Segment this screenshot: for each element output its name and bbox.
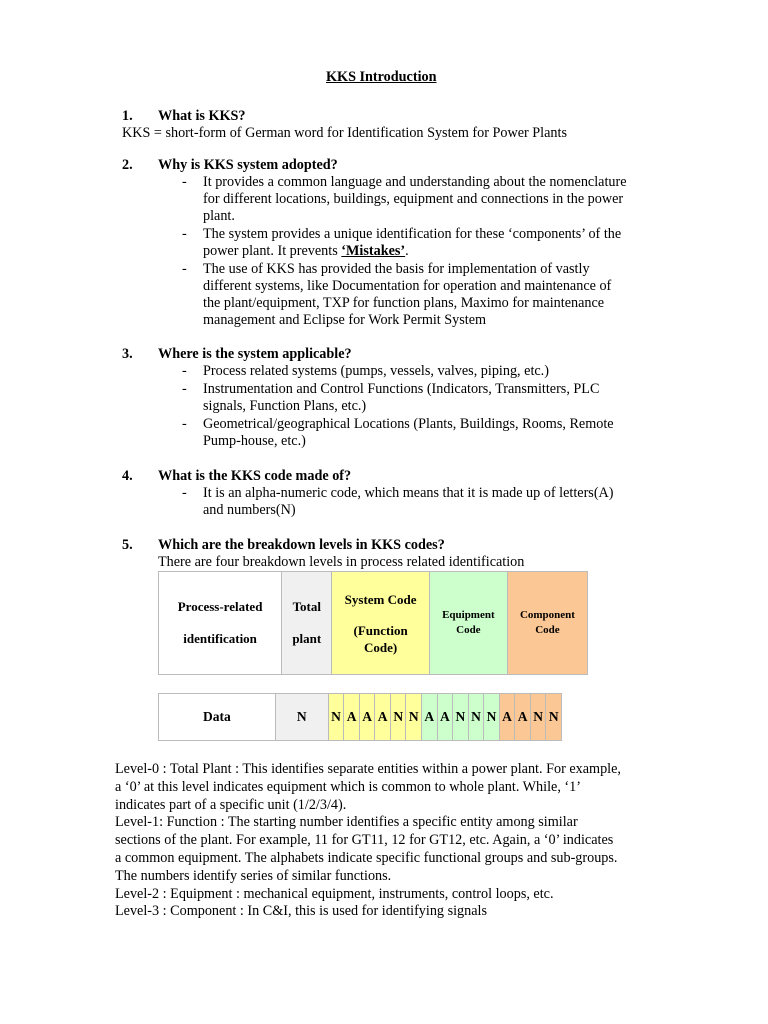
paragraph: KKS = short-form of German word for Identification System for Power Plants — [122, 125, 567, 141]
level-line: Level-1: Function : The starting number identifies a specific entity among similar — [115, 814, 578, 831]
code-char-equipment: A — [422, 694, 438, 741]
level-line: indicates part of a specific unit (1/2/3/4). — [115, 796, 347, 813]
section-number: 3. — [122, 346, 133, 362]
code-char-equipment: N — [468, 694, 484, 741]
cell-text: Process-related — [177, 599, 263, 614]
cell-text: Code — [456, 624, 481, 636]
bullet-line: Process related systems (pumps, vessels, valves, piping, etc.) — [203, 363, 549, 379]
cell-text: Code — [535, 624, 560, 636]
bullet-dash: - — [182, 416, 187, 432]
section-number: 1. — [122, 108, 133, 124]
bullet-line: Pump-house, etc.) — [203, 433, 306, 449]
cell-text: Equipment — [442, 609, 495, 621]
level-line: Level-2 : Equipment : mechanical equipment, instruments, control loops, etc. — [115, 885, 554, 902]
code-char-system: N — [406, 694, 422, 741]
cell-system-code — [332, 572, 429, 675]
bullet-line: It provides a common language and understanding about the nomenclature — [203, 174, 627, 190]
code-char-equipment: N — [484, 694, 500, 741]
bullet-line: and numbers(N) — [203, 502, 296, 518]
bullet-line: The system provides a unique identification for these ‘components’ of the — [203, 226, 622, 242]
code-char-component: N — [546, 694, 562, 741]
code-char-component: A — [499, 694, 515, 741]
cell-equipment-code — [429, 572, 507, 675]
cell-text: System Code — [344, 591, 417, 607]
cell-text: Code) — [364, 639, 398, 655]
code-char-system: N — [328, 694, 344, 741]
cell-text: Total — [292, 599, 321, 614]
bullet-line: The use of KKS has provided the basis for implementation of vastly — [203, 261, 590, 277]
section-number: 4. — [122, 468, 133, 484]
cell-total-plant — [282, 572, 332, 675]
section-number: 2. — [122, 157, 133, 173]
code-char-equipment: N — [453, 694, 469, 741]
section-number: 5. — [122, 537, 133, 553]
cell-process-related — [159, 572, 282, 675]
code-char-system: A — [359, 694, 375, 741]
cell-text: (Function — [353, 622, 408, 638]
emphasis-mistakes: ‘Mistakes’ — [341, 243, 406, 259]
bullet-line: plant. — [203, 208, 235, 224]
cell-text: Component — [519, 609, 575, 621]
cell-text: plant — [292, 631, 322, 646]
section-heading: What is KKS? — [158, 108, 246, 124]
code-char-system: N — [390, 694, 406, 741]
bullet-dash: - — [182, 363, 187, 379]
bullet-line: Geometrical/geographical Locations (Plants, Buildings, Rooms, Remote — [203, 416, 614, 432]
level-line: a ‘0’ at this level indicates equipment which is common to whole plant. While, ‘1’ — [115, 778, 581, 795]
bullet-line: the plant/equipment, TXP for function plans, Maximo for maintenance — [203, 295, 605, 311]
bullet-dash: - — [182, 485, 187, 501]
bullet-line: different systems, like Documentation for operation and maintenance of — [203, 278, 612, 294]
bullet-line: It is an alpha-numeric code, which means that it is made up of letters(A) — [203, 485, 614, 501]
level-line: The numbers identify series of similar functions. — [115, 867, 392, 884]
code-char-system: A — [344, 694, 360, 741]
code-char-component: N — [530, 694, 546, 741]
code-char-component: A — [515, 694, 531, 741]
bullet-line: for different locations, buildings, equipment and connections in the power — [203, 191, 624, 207]
paragraph: There are four breakdown levels in process related identification — [158, 554, 525, 570]
level-line: Level-3 : Component : In C&I, this is used for identifying signals — [115, 903, 487, 920]
bullet-dash: - — [182, 381, 187, 397]
bullet-line: signals, Function Plans, etc.) — [203, 398, 367, 414]
section-heading: Why is KKS system adopted? — [158, 157, 338, 173]
level-line: a common equipment. The alphabets indicate specific functional groups and sub-groups. — [115, 850, 618, 866]
breakdown-levels-table — [158, 571, 588, 675]
code-char-system: A — [375, 694, 391, 741]
data-format-table — [158, 693, 562, 741]
cell-text: identification — [183, 631, 257, 646]
cell-data-label: Data — [159, 694, 276, 741]
level-line: sections of the plant. For example, 11 for GT11, 12 for GT12, etc. Again, a ‘0’ indicates — [115, 832, 614, 849]
bullet-line: Instrumentation and Control Functions (Indicators, Transmitters, PLC — [203, 381, 600, 397]
section-heading: What is the KKS code made of? — [158, 468, 352, 484]
bullet-dash: - — [182, 174, 187, 190]
section-heading: Where is the system applicable? — [158, 346, 352, 362]
cell-component-code — [507, 572, 587, 675]
text: . — [405, 243, 409, 259]
bullet-line: management and Eclipse for Work Permit System — [203, 312, 487, 328]
bullet-dash: - — [182, 261, 187, 277]
level-line: Level-0 : Total Plant : This identifies separate entities within a power plant. For example, — [115, 761, 621, 777]
code-char-equipment: A — [437, 694, 453, 741]
bullet-line — [203, 243, 409, 261]
bullet-dash: - — [182, 226, 187, 242]
cell-total-plant: N — [275, 694, 328, 741]
text: power plant. It prevents — [203, 243, 342, 259]
document-title: KKS Introduction — [326, 69, 437, 85]
section-heading: Which are the breakdown levels in KKS codes? — [158, 537, 445, 553]
